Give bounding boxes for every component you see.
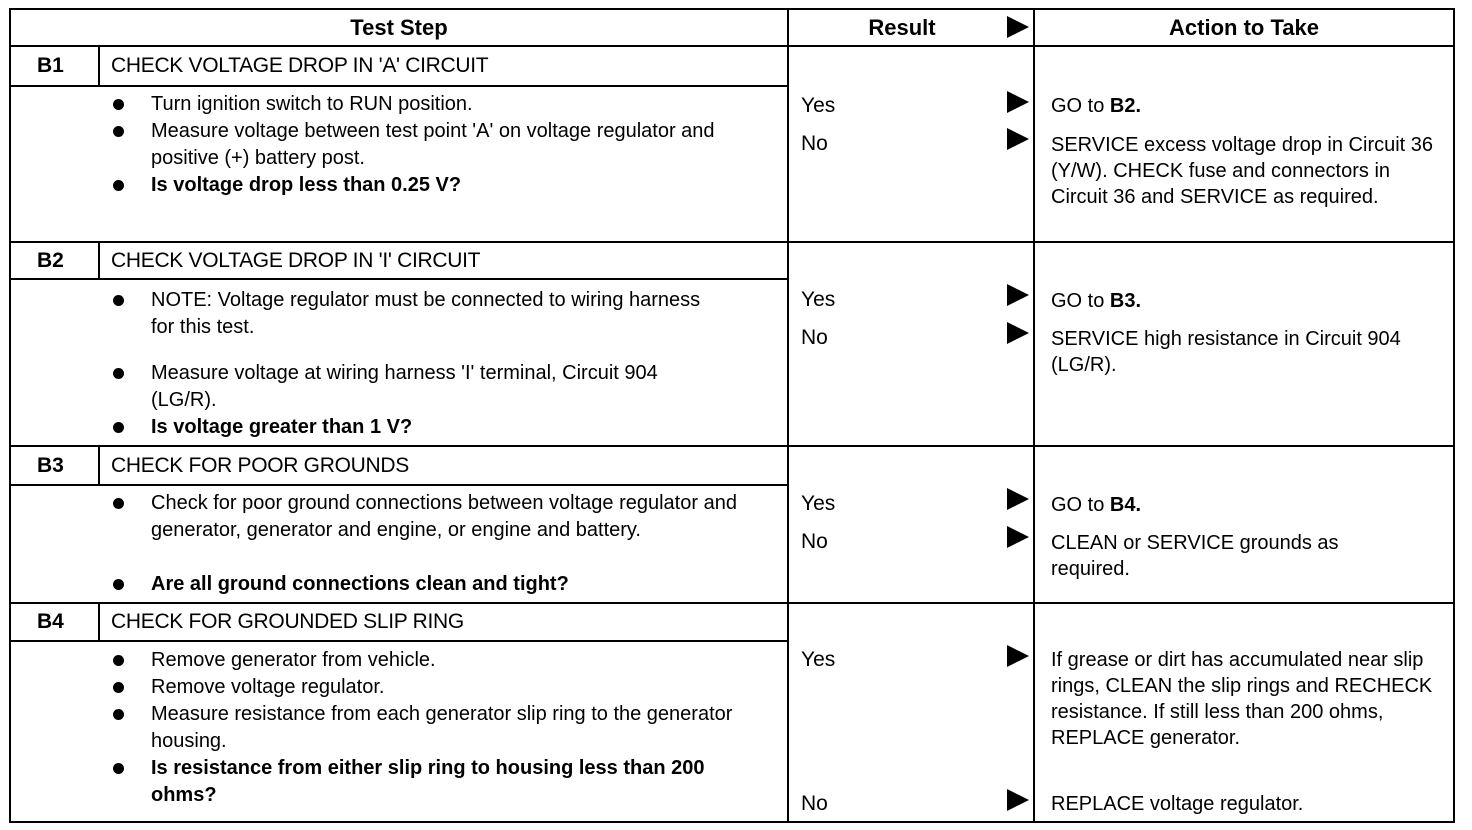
step-id: B1	[37, 54, 64, 77]
id-divider	[98, 46, 100, 86]
bullet-icon	[113, 180, 124, 191]
bullet-question: Is voltage drop less than 0.25 V?	[151, 172, 771, 199]
step-title: CHECK VOLTAGE DROP IN 'A' CIRCUIT	[111, 54, 489, 77]
header-test-step: Test Step	[350, 15, 448, 40]
result-arrow-icon	[1007, 322, 1029, 344]
column-divider	[787, 10, 789, 821]
result-arrow-icon	[1007, 91, 1029, 113]
action-text: GO to B4.	[1051, 494, 1142, 516]
row-rule	[11, 602, 1453, 604]
action-text: CLEAN or SERVICE grounds as required.	[1051, 532, 1339, 580]
bullet-item: Turn ignition switch to RUN position.	[151, 91, 771, 118]
title-rule	[11, 640, 787, 642]
header-action: Action to Take	[1169, 15, 1319, 40]
bullet-item: Remove generator from vehicle.	[151, 647, 771, 674]
bullet-icon	[113, 682, 124, 693]
result-no: No	[801, 792, 828, 815]
action-text: If grease or dirt has accumulated near slip rings, CLEAN the slip rings and RECHECK resistance. If still less than 200 ohms, REPLACE generator.	[1051, 649, 1433, 749]
bullet-icon	[113, 709, 124, 720]
bullet-item: Measure resistance from each generator slip ring to the generator housing.	[151, 701, 761, 755]
result-arrow-icon	[1007, 488, 1029, 510]
result-arrow-icon	[1007, 526, 1029, 548]
bullet-icon	[113, 368, 124, 379]
step-title: CHECK VOLTAGE DROP IN 'I' CIRCUIT	[111, 249, 481, 272]
header-rule	[11, 45, 1453, 47]
column-divider	[1033, 10, 1035, 821]
bullet-item: Measure voltage between test point 'A' on voltage regulator and positive (+) battery post.	[151, 118, 741, 172]
bullet-icon	[113, 295, 124, 306]
result-yes: Yes	[801, 94, 836, 117]
header-arrow-icon	[1007, 16, 1029, 38]
bullet-question: Are all ground connections clean and tight?	[151, 571, 771, 598]
action-text: GO to B3.	[1051, 290, 1142, 312]
header-result: Result	[868, 15, 936, 40]
bullet-icon	[113, 655, 124, 666]
action-text: SERVICE excess voltage drop in Circuit 36 (Y/W). CHECK fuse and connectors in Circuit 36 and SERVICE as required.	[1051, 134, 1434, 208]
result-no: No	[801, 326, 828, 349]
result-no: No	[801, 132, 828, 155]
step-title: CHECK FOR POOR GROUNDS	[111, 454, 409, 477]
title-rule	[11, 278, 787, 280]
bullet-icon	[113, 763, 124, 774]
title-rule	[11, 484, 787, 486]
action-text: SERVICE high resistance in Circuit 904 (LG/R).	[1051, 328, 1401, 376]
result-yes: Yes	[801, 288, 836, 311]
result-arrow-icon	[1007, 645, 1029, 667]
row-rule	[11, 241, 1453, 243]
result-yes: Yes	[801, 492, 836, 515]
step-id: B2	[37, 249, 64, 272]
action-text: GO to B2.	[1051, 95, 1142, 117]
bullet-icon	[113, 422, 124, 433]
id-divider	[98, 446, 100, 485]
bullet-item: Check for poor ground connections between voltage regulator and generator, generator and engine, or engine and battery.	[151, 490, 761, 544]
result-arrow-icon	[1007, 284, 1029, 306]
row-rule	[11, 445, 1453, 447]
bullet-item: NOTE: Voltage regulator must be connected to wiring harness for this test.	[151, 287, 711, 341]
result-arrow-icon	[1007, 128, 1029, 150]
bullet-icon	[113, 498, 124, 509]
id-divider	[98, 242, 100, 279]
bullet-item: Measure voltage at wiring harness 'I' terminal, Circuit 904 (LG/R).	[151, 360, 711, 414]
step-id: B4	[37, 610, 64, 633]
diagnostic-table	[9, 8, 1455, 823]
step-id: B3	[37, 454, 64, 477]
bullet-question: Is voltage greater than 1 V?	[151, 414, 771, 441]
id-divider	[98, 603, 100, 641]
action-text: REPLACE voltage regulator.	[1051, 793, 1304, 815]
result-yes: Yes	[801, 648, 836, 671]
result-no: No	[801, 530, 828, 553]
bullet-icon	[113, 579, 124, 590]
bullet-item: Remove voltage regulator.	[151, 674, 771, 701]
step-title: CHECK FOR GROUNDED SLIP RING	[111, 610, 464, 633]
bullet-icon	[113, 126, 124, 137]
bullet-question: Is resistance from either slip ring to housing less than 200 ohms?	[151, 755, 751, 809]
result-arrow-icon	[1007, 789, 1029, 811]
bullet-icon	[113, 99, 124, 110]
title-rule	[11, 85, 787, 87]
